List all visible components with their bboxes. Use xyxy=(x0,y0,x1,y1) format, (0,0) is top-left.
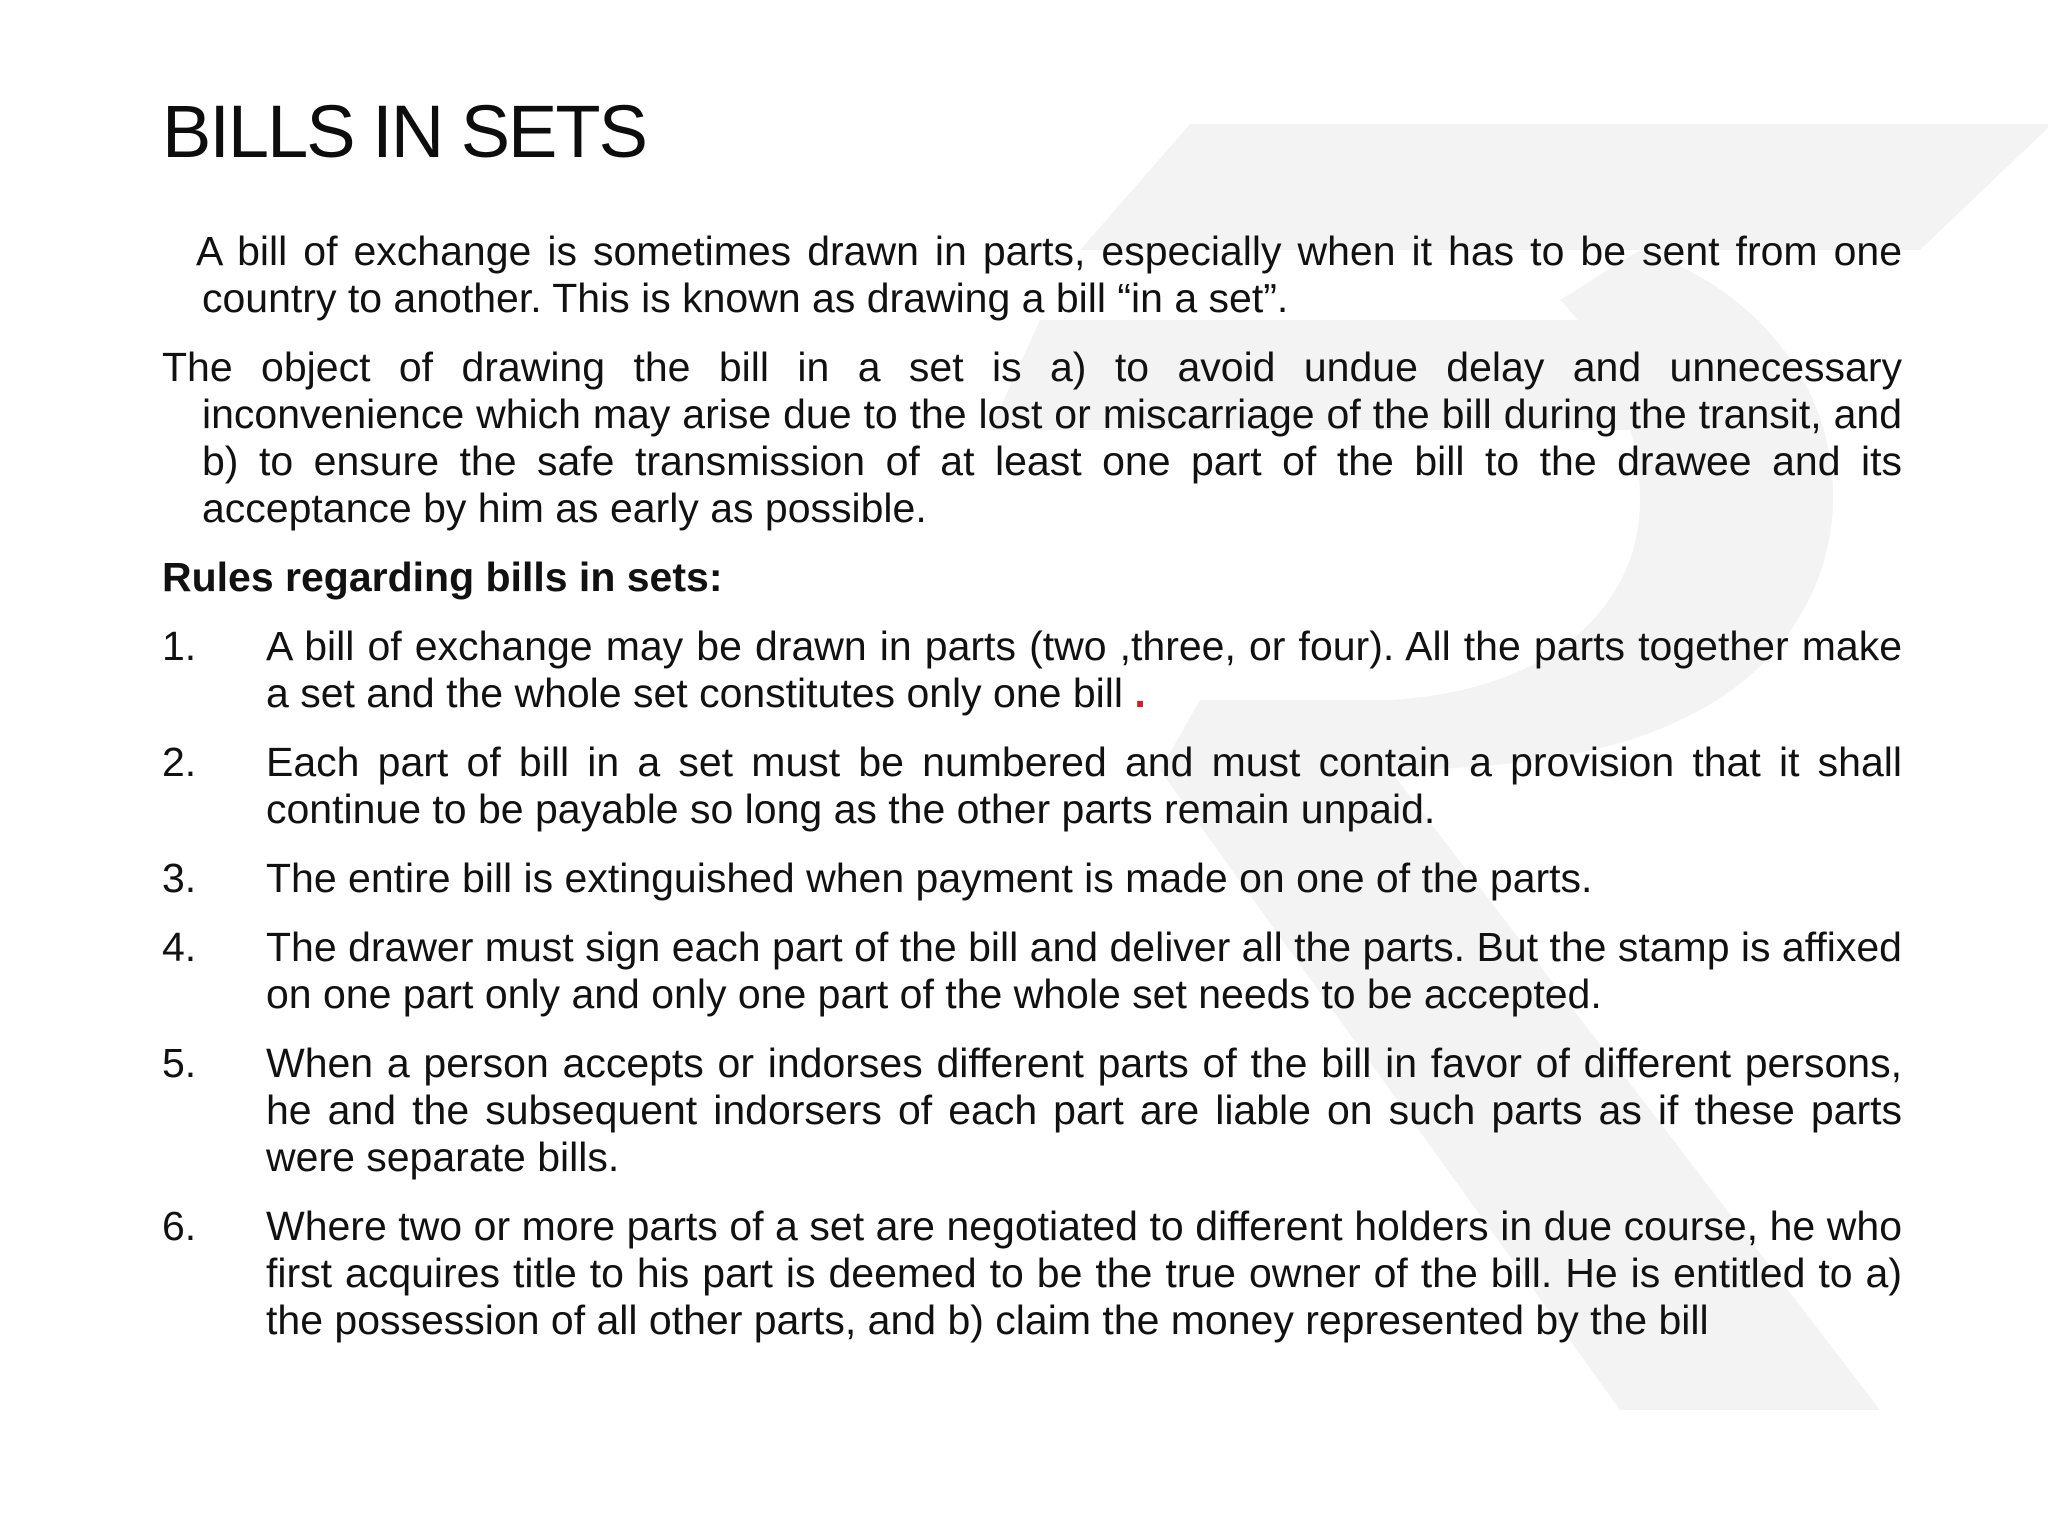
rule-text: Where two or more parts of a set are negotiated to different holders in due course, he who first acquires title to his part is deemed to be the true owner of the bill. He is entitled to a) the possession of all other parts, and b) claim the money represented by the bill xyxy=(266,1203,1902,1343)
rule-text: A bill of exchange may be drawn in parts (two ,three, or four). All the parts together make a set and the whole set constitutes only one bill xyxy=(266,623,1902,716)
rule-item xyxy=(162,1203,1902,1344)
rule-number: 5. xyxy=(162,1040,197,1086)
slide-body xyxy=(162,228,1902,1366)
rule-text: When a person accepts or indorses different parts of the bill in favor of different persons, he and the subsequent indorsers of each part are liable on such parts as if these parts were separate bills. xyxy=(266,1040,1902,1180)
object-paragraph: The object of drawing the bill in a set is a) to avoid undue delay and unnecessary inconvenience which may arise due to the lost or miscarriage of the bill during the transit, and b) to ensure the safe transmission of at least one part of the bill to the drawee and its acceptance by him as early as possible. xyxy=(162,344,1902,531)
rule-text: The drawer must sign each part of the bill and deliver all the parts. But the stamp is affixed on one part only and only one part of the whole set needs to be accepted. xyxy=(266,924,1902,1017)
rule-number: 3. xyxy=(162,855,197,901)
rule-item xyxy=(162,855,1902,902)
rule-item xyxy=(162,1040,1902,1181)
rule-text: The entire bill is extinguished when payment is made on one of the parts. xyxy=(266,855,1593,901)
rule-item xyxy=(162,623,1902,717)
rules-heading: Rules regarding bills in sets: xyxy=(162,554,723,600)
slide-title: BILLS IN SETS xyxy=(162,90,646,173)
rule-number: 4. xyxy=(162,924,197,970)
rule-item xyxy=(162,924,1902,1018)
intro-paragraph: A bill of exchange is sometimes drawn in parts, especially when it has to be sent from one country to another. This is known as drawing a bill “in a set”. xyxy=(196,228,1902,321)
rule-number: 1. xyxy=(162,623,197,669)
rule-number: 6. xyxy=(162,1203,197,1249)
rule-text: Each part of bill in a set must be numbered and must contain a provision that it shall continue to be payable so long as the other parts remain unpaid. xyxy=(266,739,1902,832)
rule-item xyxy=(162,739,1902,833)
rule-number: 2. xyxy=(162,739,197,785)
red-dot-mark: . xyxy=(1134,670,1146,716)
